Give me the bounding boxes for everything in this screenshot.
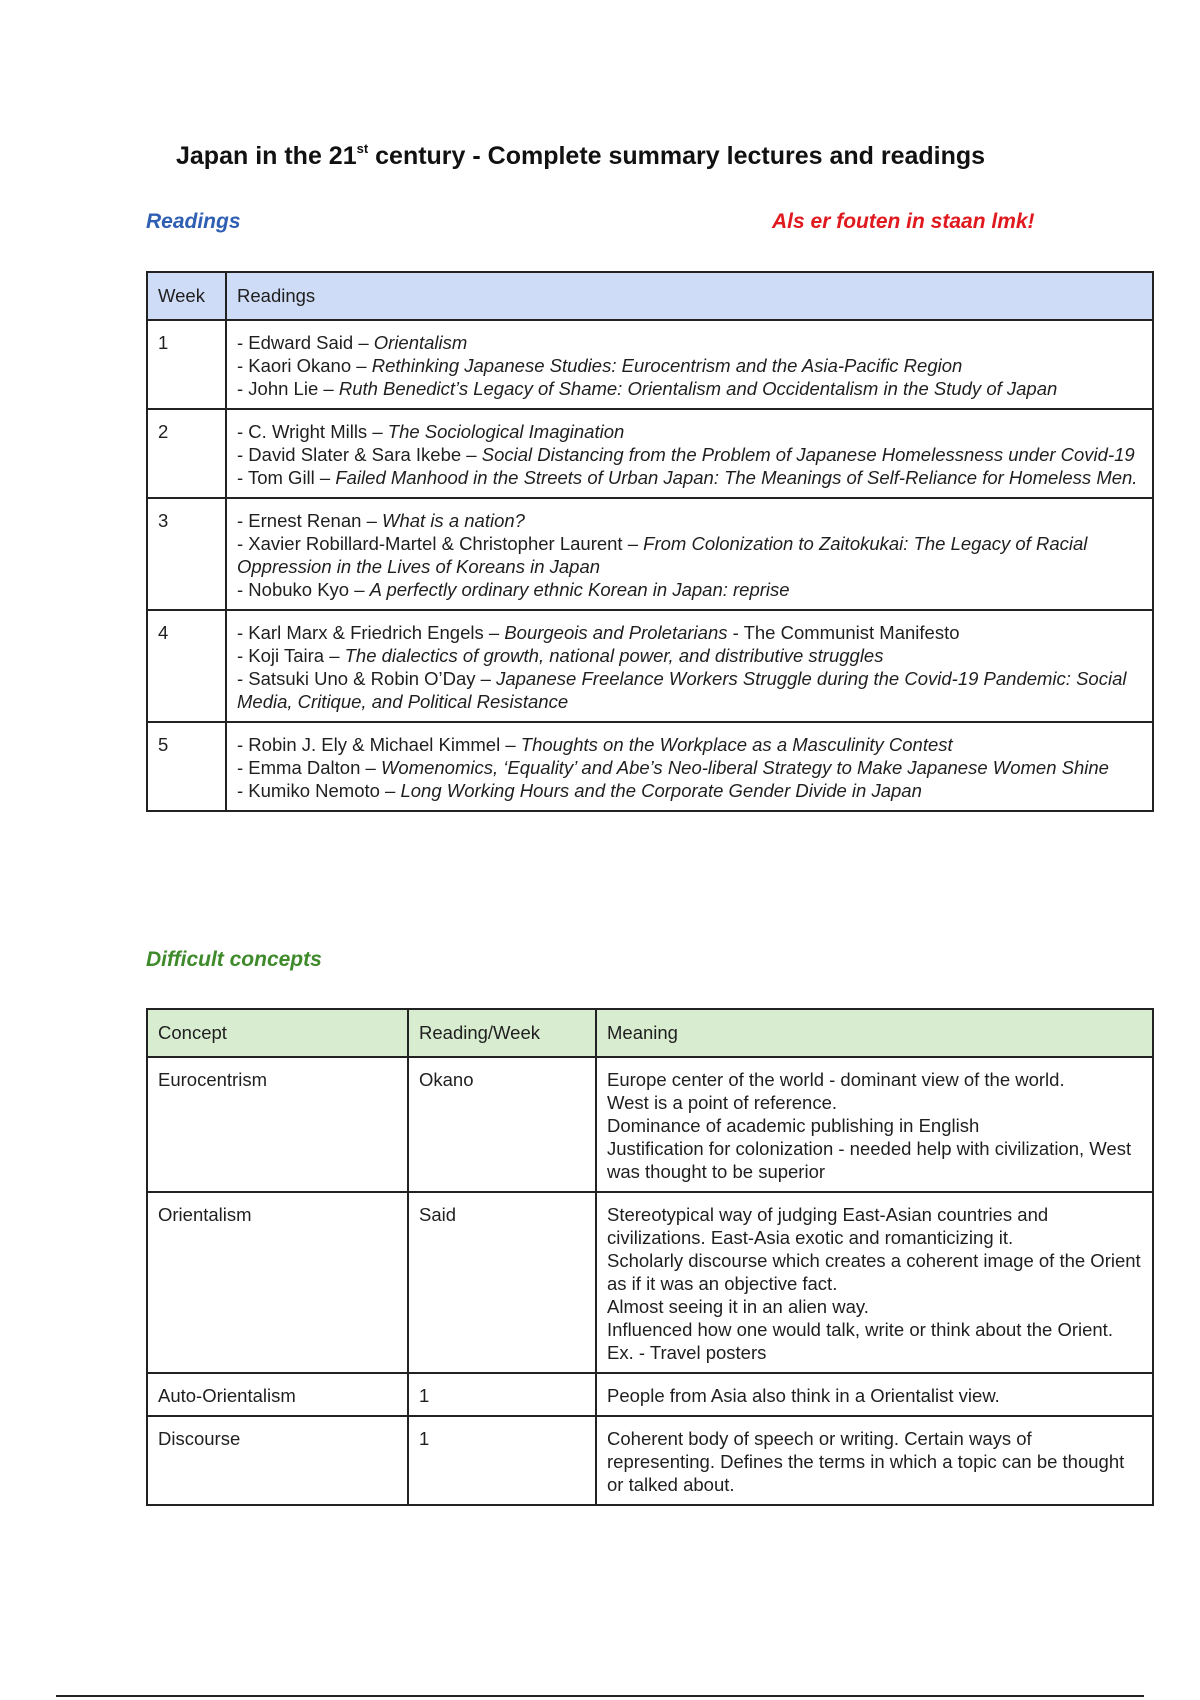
reading-author: - Nobuko Kyo – bbox=[237, 579, 370, 600]
reading-week-cell: Said bbox=[408, 1192, 596, 1373]
readings-header-row bbox=[147, 272, 1153, 320]
reading-row-week-2 bbox=[147, 409, 1153, 498]
week-cell: 5 bbox=[147, 722, 226, 811]
meaning-line: Almost seeing it in an alien way. bbox=[607, 1296, 869, 1317]
concepts-body bbox=[147, 1057, 1153, 1505]
reading-row-week-5 bbox=[147, 722, 1153, 811]
page-title: Japan in the 21st century - Complete summary lectures and readings bbox=[176, 140, 986, 170]
concept-row bbox=[147, 1373, 1153, 1416]
readings-column-header: Readings bbox=[226, 272, 1153, 320]
reading-entry bbox=[237, 420, 1142, 443]
reading-entry bbox=[237, 377, 1142, 400]
reading-entry bbox=[237, 331, 1142, 354]
reading-author: - David Slater & Sara Ikebe – bbox=[237, 444, 482, 465]
reading-author: - Kaori Okano – bbox=[237, 355, 372, 376]
reading-title: Japanese Freelance Workers Struggle during the Covid-19 Pandemic: Social Media, Critique, and Political Resistance bbox=[237, 668, 1127, 712]
reading-author: - Xavier Robillard-Martel & Christopher Laurent – bbox=[237, 533, 644, 554]
reading-row-week-4 bbox=[147, 610, 1153, 722]
reading-title: From Colonization to Zaitokukai: The Legacy of Racial Oppression in the Lives of Koreans in Japan bbox=[237, 533, 1088, 577]
meaning-cell bbox=[596, 1057, 1153, 1192]
readings-table bbox=[146, 271, 1154, 812]
meaning-column-header: Meaning bbox=[596, 1009, 1153, 1057]
reading-title: The dialectics of growth, national power, and distributive struggles bbox=[344, 645, 884, 666]
reading-author: - John Lie – bbox=[237, 378, 339, 399]
reading-author: - C. Wright Mills – bbox=[237, 421, 388, 442]
week-cell: 2 bbox=[147, 409, 226, 498]
reading-title: Thoughts on the Workplace as a Masculinity Contest bbox=[520, 734, 953, 755]
concept-row bbox=[147, 1416, 1153, 1505]
meaning-line: Europe center of the world - dominant view of the world. bbox=[607, 1069, 1065, 1090]
concept-cell: Auto-Orientalism bbox=[147, 1373, 408, 1416]
concept-cell: Eurocentrism bbox=[147, 1057, 408, 1192]
meaning-line: Dominance of academic publishing in English bbox=[607, 1115, 980, 1136]
meaning-line: Coherent body of speech or writing. Certain ways of representing. Defines the terms in which a topic can be thought or talked about. bbox=[607, 1428, 1125, 1495]
week-cell: 4 bbox=[147, 610, 226, 722]
reading-entry bbox=[237, 466, 1142, 489]
readings-cell bbox=[226, 722, 1153, 811]
reading-week-cell: Okano bbox=[408, 1057, 596, 1192]
reading-row-week-3 bbox=[147, 498, 1153, 610]
concept-cell: Orientalism bbox=[147, 1192, 408, 1373]
page-bottom-rule bbox=[56, 1695, 1144, 1697]
reading-entry bbox=[237, 532, 1142, 578]
reading-author: - Tom Gill – bbox=[237, 467, 336, 488]
reading-entry bbox=[237, 621, 1142, 644]
reading-title: Bourgeois and Proletarians bbox=[504, 622, 728, 643]
concepts-table bbox=[146, 1008, 1154, 1506]
meaning-cell bbox=[596, 1373, 1153, 1416]
reading-entry bbox=[237, 667, 1142, 713]
reading-week-column-header: Reading/Week bbox=[408, 1009, 596, 1057]
reading-week-cell: 1 bbox=[408, 1416, 596, 1505]
meaning-line: Ex. - Travel posters bbox=[607, 1342, 767, 1363]
concept-row bbox=[147, 1057, 1153, 1192]
reading-entry bbox=[237, 644, 1142, 667]
reading-source: - The Communist Manifesto bbox=[727, 622, 960, 643]
reading-title: Social Distancing from the Problem of Japanese Homelessness under Covid-19 bbox=[481, 444, 1135, 465]
reading-row-week-1 bbox=[147, 320, 1153, 409]
meaning-line: West is a point of reference. bbox=[607, 1092, 837, 1113]
concept-row bbox=[147, 1192, 1153, 1373]
reading-entry bbox=[237, 509, 1142, 532]
meaning-cell bbox=[596, 1416, 1153, 1505]
reading-entry bbox=[237, 354, 1142, 377]
meaning-line: Stereotypical way of judging East-Asian countries and civilizations. East-Asia exotic and romanticizing it. bbox=[607, 1204, 1049, 1248]
reading-author: - Robin J. Ely & Michael Kimmel – bbox=[237, 734, 521, 755]
concept-column-header: Concept bbox=[147, 1009, 408, 1057]
reading-entry bbox=[237, 578, 1142, 601]
reading-entry bbox=[237, 443, 1142, 466]
readings-body bbox=[147, 320, 1153, 811]
errata-notice: Als er fouten in staan lmk! bbox=[772, 210, 1035, 233]
concept-cell: Discourse bbox=[147, 1416, 408, 1505]
meaning-line: Influenced how one would talk, write or think about the Orient. bbox=[607, 1319, 1113, 1340]
reading-author: - Emma Dalton – bbox=[237, 757, 381, 778]
week-cell: 3 bbox=[147, 498, 226, 610]
meaning-line: Scholarly discourse which creates a coherent image of the Orient as if it was an objective fact. bbox=[607, 1250, 1141, 1294]
reading-author: - Satsuki Uno & Robin O’Day – bbox=[237, 668, 497, 689]
meaning-cell bbox=[596, 1192, 1153, 1373]
reading-author: - Kumiko Nemoto – bbox=[237, 780, 401, 801]
reading-title: What is a nation? bbox=[382, 510, 525, 531]
reading-title: Ruth Benedict’s Legacy of Shame: Orientalism and Occidentalism in the Study of Japan bbox=[338, 378, 1058, 399]
readings-cell bbox=[226, 409, 1153, 498]
reading-week-cell: 1 bbox=[408, 1373, 596, 1416]
reading-title: Rethinking Japanese Studies: Eurocentrism and the Asia-Pacific Region bbox=[371, 355, 963, 376]
readings-heading: Readings bbox=[146, 210, 241, 233]
concepts-heading: Difficult concepts bbox=[146, 948, 322, 971]
reading-title: Womenomics, ‘Equality’ and Abe’s Neo-liberal Strategy to Make Japanese Women Shine bbox=[380, 757, 1109, 778]
meaning-line: Justification for colonization - needed help with civilization, West was thought to be superior bbox=[607, 1138, 1132, 1182]
reading-entry bbox=[237, 756, 1142, 779]
readings-cell bbox=[226, 498, 1153, 610]
reading-author: - Edward Said – bbox=[237, 332, 374, 353]
reading-author: - Karl Marx & Friedrich Engels – bbox=[237, 622, 505, 643]
reading-author: - Koji Taira – bbox=[237, 645, 345, 666]
reading-author: - Ernest Renan – bbox=[237, 510, 382, 531]
reading-entry bbox=[237, 733, 1142, 756]
reading-title: Failed Manhood in the Streets of Urban Japan: The Meanings of Self-Reliance for Homeless Men. bbox=[335, 467, 1138, 488]
reading-entry bbox=[237, 779, 1142, 802]
readings-cell bbox=[226, 320, 1153, 409]
reading-title: The Sociological Imagination bbox=[387, 421, 625, 442]
week-cell: 1 bbox=[147, 320, 226, 409]
reading-title: Long Working Hours and the Corporate Gender Divide in Japan bbox=[400, 780, 922, 801]
reading-title: Orientalism bbox=[373, 332, 468, 353]
reading-title: A perfectly ordinary ethnic Korean in Japan: reprise bbox=[369, 579, 790, 600]
readings-cell bbox=[226, 610, 1153, 722]
concepts-header-row bbox=[147, 1009, 1153, 1057]
week-column-header: Week bbox=[147, 272, 226, 320]
meaning-line: People from Asia also think in a Orientalist view. bbox=[607, 1385, 1000, 1406]
